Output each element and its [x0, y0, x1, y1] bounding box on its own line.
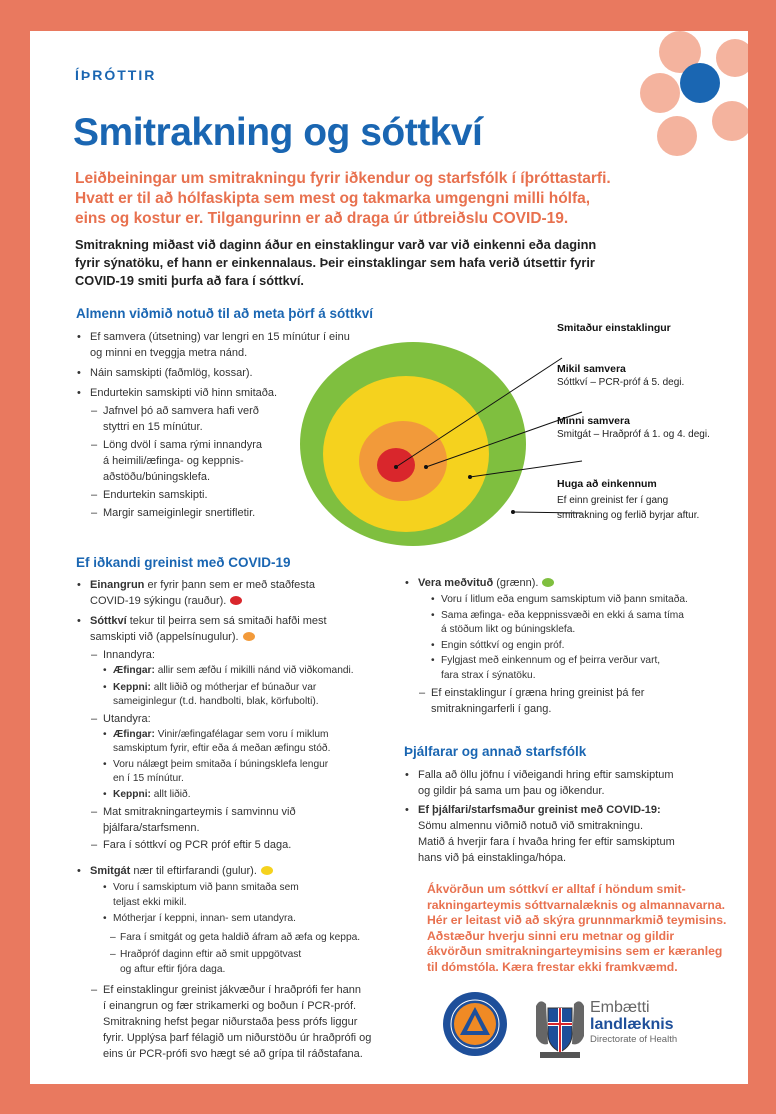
indoors-label: – Innandyra:: [91, 647, 406, 663]
callout-symptoms: Huga að einkennum Ef einn greinist fer í gang smitrakning og ferlið byrjar aftur.: [557, 478, 700, 521]
decor-circle: [657, 116, 697, 156]
list-item: • Endurtekin samskipti við hinn smitaða.: [76, 385, 356, 401]
positive-test-item: – Ef einstaklingur greinist jákvæður í hraðprófi fer hann í einangrun og fær strikamerki og boðun í PCR-próf. Smitrakning hefst þegar niðurstaða þess prófs liggur fyrir. Upplýsa þarf félagið um niðurstöðu úr hraðprófi og eins úr PCR-prófi svo hægt sé að grípa til ráðstafana.: [91, 982, 406, 1062]
caution-subitem: • Voru í samskiptum við þann smitaða sem teljast ekki mikil.: [102, 881, 406, 910]
aware-subitem: • Engin sóttkví og engin próf.: [430, 639, 724, 654]
page-title: Smitrakning og sóttkví: [73, 111, 483, 154]
athlete-list: [76, 577, 406, 1062]
indoor-item: • Keppni: allt liðið og mótherjar ef búnaður var sameiginlegur (t.d. handbolti, blak, körfubolti).: [102, 681, 406, 710]
lead-paragraph: [75, 169, 695, 229]
pcr-item: – Fara í sóttkví og PCR próf eftir 5 daga.: [91, 837, 406, 853]
callout-low-contact: Minni samvera Smitgát – Hraðpróf á 1. og 4. degi.: [557, 415, 710, 440]
list-item: • Náin samskipti (faðmlög, kossar).: [76, 365, 356, 381]
pointer-dot: [424, 465, 428, 469]
disclaimer-note: Ákvörðun um sóttkví er alltaf í höndum smit- rakningarteymis sóttvarnalæknis og almannavarna. Hér er leitast við að skýra grunnmarkmið teymisins. Aðstæður hverju sinni eru metnar og gildir ákvörðun smitrakningarteymisins sem er kæranleg til dómstóla. Kæra frestar ekki framkvæmd.: [427, 882, 727, 974]
criteria-heading: Almenn viðmið notuð til að meta þörf á sóttkví: [76, 306, 374, 321]
green-dot-icon: [542, 578, 554, 587]
decor-circle: [640, 73, 680, 113]
callout-infected: Smitaður einstaklingur: [557, 322, 671, 334]
intro-line: Smitrakning miðast við daginn áður en einstaklingur varð var við einkenni eða daginn: [75, 237, 597, 252]
aware-list: [404, 575, 724, 717]
outdoor-item: • Keppni: allt liðið.: [102, 788, 406, 803]
pointer-dot: [511, 510, 515, 514]
intro-line: fyrir sýnatöku, ef hann er einkennalaus. Þeir einstaklingar sem hafa verið útsettir fyrir: [75, 255, 595, 270]
caution-subitem: • Mótherjar í keppni, innan- sem utandyra.: [102, 912, 406, 927]
decor-circle: [716, 39, 748, 77]
yellow-dot-icon: [261, 866, 273, 875]
quarantine-item: • Sóttkví tekur til þeirra sem sá smitaði hafði mest samskipti við (appelsínugulur).: [76, 613, 406, 645]
decor-circle: [712, 101, 748, 141]
outdoor-item: • Voru nálægt þeim smitaða í búningsklefa lengur en í 15 mínútur.: [102, 758, 406, 787]
intro-line: COVID-19 smiti þurfa að fara í sóttkví.: [75, 273, 304, 288]
callout-high-contact: Mikil samvera Sóttkví – PCR-próf á 5. degi.: [557, 363, 685, 388]
caution-item: • Smitgát nær til eftirfarandi (gulur).: [76, 863, 406, 879]
pointer-dot: [394, 465, 398, 469]
list-item: • Ef samvera (útsetning) var lengri en 15 mínútur í einu og minni en tveggja metra nánd.: [76, 329, 356, 361]
coat-of-arms-logo: [530, 994, 590, 1060]
category-label: ÍÞRÓTTIR: [75, 67, 157, 83]
indoor-item: • Æfingar: allir sem æfðu í mikilli nánd við viðkomandi.: [102, 664, 406, 679]
staff-heading: Þjálfarar og annað starfsfólk: [404, 744, 587, 759]
aware-subitem: • Sama æfinga- eða keppnissvæði en ekki á sama tíma á stöðum likt og búningsklefa.: [430, 609, 724, 638]
lead-line: eins og kostur er. Tilgangurinn er að draga úr útbreiðslu COVID-19.: [75, 210, 569, 227]
civil-protection-logo: [442, 991, 508, 1057]
green-ring-note: – Ef einstaklingur í græna hring greinist þá fer smitrakningarferli í gang.: [419, 685, 724, 717]
list-subitem: – Jafnvel þó að samvera hafi verð styttri en 15 mínútur.: [91, 403, 356, 435]
outdoor-item: • Æfingar: Vinir/æfingafélagar sem voru í miklum samskiptum fyrir, eftir eða á meðan æfingu stóð.: [102, 728, 406, 757]
aware-subitem: • Voru í litlum eða engum samskiptum við þann smitaða.: [430, 593, 724, 608]
staff-item: • Falla að öllu jöfnu í viðeigandi hring eftir samskiptum og gildir þá sama um þau og iðkendur.: [404, 767, 724, 799]
poster: [30, 31, 748, 1084]
staff-list: [404, 767, 724, 866]
isolation-item: • Einangrun er fyrir þann sem er með staðfesta COVID-19 sýkingu (rauður).: [76, 577, 406, 609]
caution-detail: – Hraðpróf daginn eftir að smit uppgötvast og aftur eftir fjóra daga.: [110, 947, 406, 977]
tracing-item: – Mat smitrakningarteymis í samvinnu við þjálfara/starfsmenn.: [91, 804, 406, 836]
aware-subitem: • Fylgjast með einkennum og ef þeirra verður vart, fara strax í sýnatöku.: [430, 654, 724, 683]
aware-item: • Vera meðvituð (grænn).: [404, 575, 724, 591]
list-subitem: – Löng dvöl í sama rými innandyra á heimili/æfinga- og keppnis- aðstöðu/búningsklefa.: [91, 437, 356, 485]
lead-line: Hvatt er til að hólfaskipta sem mest og takmarka umgengni milli hólfa,: [75, 190, 591, 207]
orange-dot-icon: [243, 632, 255, 641]
red-dot-icon: [230, 596, 242, 605]
outdoors-label: – Utandyra:: [91, 711, 406, 727]
decor-circle-blue: [680, 63, 720, 103]
athlete-heading: Ef iðkandi greinist með COVID-19: [76, 555, 291, 570]
caution-detail: – Fara í smitgát og geta haldið áfram að æfa og keppa.: [110, 930, 406, 945]
pointer-dot: [468, 475, 472, 479]
list-subitem: – Endurtekin samskipti.: [91, 487, 356, 503]
lead-line: Leiðbeiningar um smitrakningu fyrir iðkendur og starfsfólk í íþróttastarfi.: [75, 170, 611, 187]
directorate-logo-text: Embætti landlæknis Directorate of Health: [590, 999, 678, 1045]
list-subitem: – Margir sameiginlegir snertifletir.: [91, 505, 356, 521]
staff-item: • Ef þjálfari/starfsmaður greinist með COVID-19: Sömu almennu viðmið notuð við smitrakningu. Matið á hverjir fara í hvaða hring fer eftir samskiptum hans við þá einstaklinga/hópa.: [404, 802, 724, 866]
intro-paragraph: [75, 236, 615, 290]
